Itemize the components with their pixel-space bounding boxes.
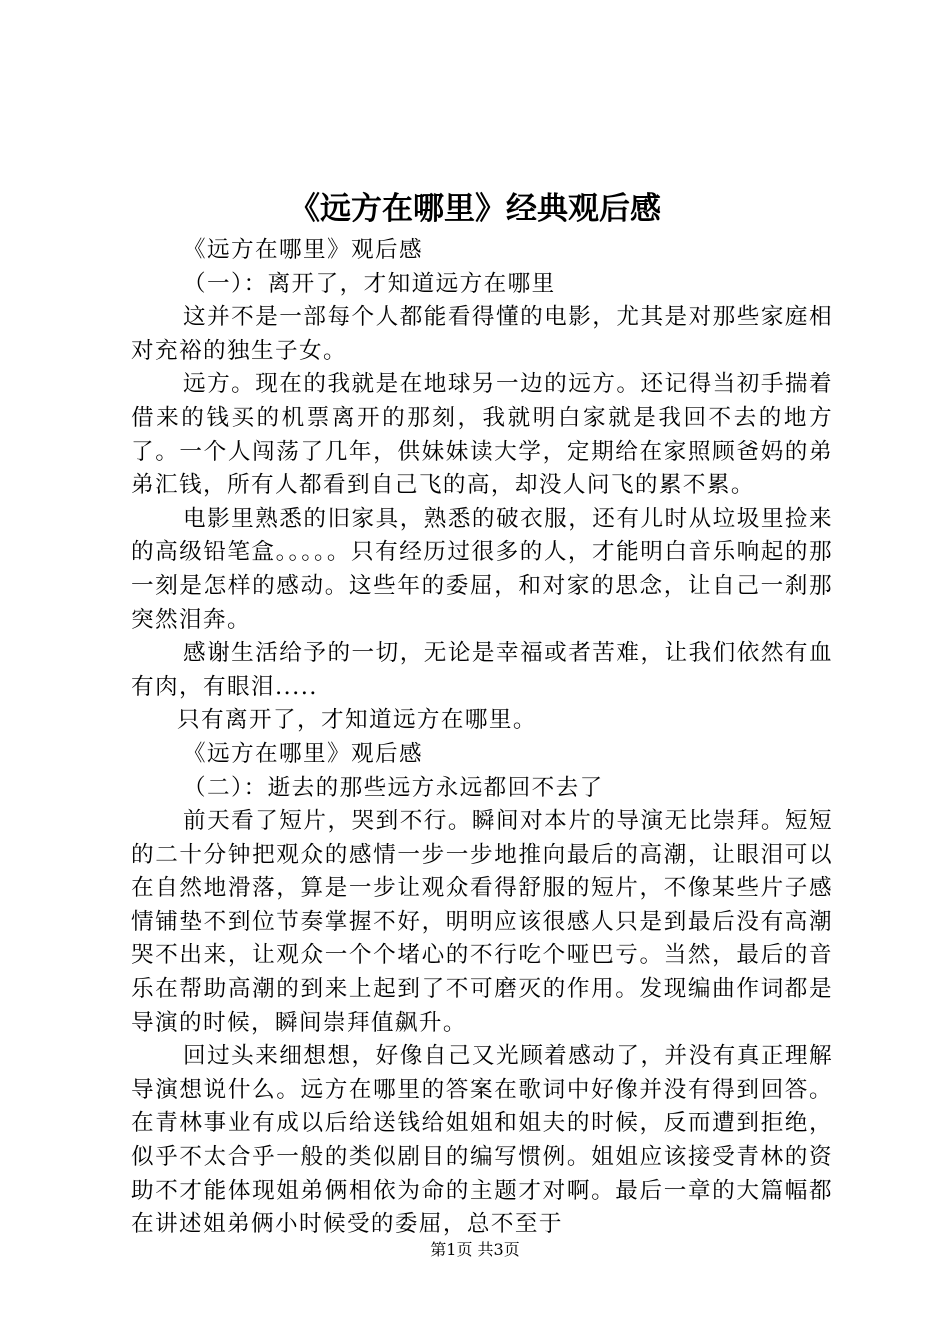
document-title: 《远方在哪里》经典观后感 [289, 191, 661, 227]
paragraph: 感谢生活给予的一切，无论是幸福或者苦难，让我们依然有血有肉，有眼泪..... [131, 640, 833, 700]
paragraph-section-2-heading: （二）：逝去的那些远方永远都回不去了 [183, 774, 604, 801]
paragraph: 这并不是一部每个人都能看得懂的电影，尤其是对那些家庭相对充裕的独生子女。 [131, 304, 833, 364]
paragraph: 只有离开了，才知道远方在哪里。 [177, 707, 537, 734]
paragraph-section-1-heading: （一）：离开了，才知道远方在哪里 [183, 270, 556, 297]
paragraph: 前天看了短片，哭到不行。瞬间对本片的导演无比崇拜。短短的二十分钟把观众的感情一步一步地推向最后的高潮，让眼泪可以在自然地滑落，算是一步让观众看得舒服的短片，不像某些片子感情铺垫不到位节奏掌握不好，明明应该很感人只是到最后没有高潮哭不出来，让观众一个个堵心的不行吃个哑巴亏。当然，最后的音乐在帮助高潮的到来上起到了不可磨灭的作用。发现编曲作词都是导演的时候，瞬间崇拜值飙升。 [131, 808, 833, 1036]
paragraph-subtitle-1: 《远方在哪里》观后感 [183, 237, 423, 263]
paragraph: 回过头来细想想，好像自己又光顾着感动了，并没有真正理解导演想说什么。远方在哪里的答案在歌词中好像并没有得到回答。在青林事业有成以后给送钱给姐姐和姐夫的时候，反而遭到拒绝，似乎不太合乎一般的类似剧目的编写惯例。姐姐应该接受青林的资助不才能体现姐弟俩相依为命的主题才对啊。最后一章的大篇幅都在讲述姐弟俩小时候受的委屈，总不至于 [131, 1043, 833, 1238]
paragraph-subtitle-2: 《远方在哪里》观后感 [183, 740, 423, 767]
paragraph: 远方。现在的我就是在地球另一边的远方。还记得当初手揣着借来的钱买的机票离开的那刻，我就明白家就是我回不去的地方了。一个人闯荡了几年，供妹妹读大学，定期给在家照顾爸妈的弟弟汇钱，所有人都看到自己飞的高，却没人问飞的累不累。 [131, 371, 833, 499]
paragraph: 电影里熟悉的旧家具，熟悉的破衣服，还有儿时从垃圾里捡来的高级铅笔盒。。。。。只有经历过很多的人，才能明白音乐响起的那一刻是怎样的感动。这些年的委屈，和对家的思念，让自己一刹那突然泪奔。 [131, 505, 833, 633]
page-footer: 第1页 共3页 [430, 1240, 520, 1259]
document-body [131, 234, 833, 1242]
